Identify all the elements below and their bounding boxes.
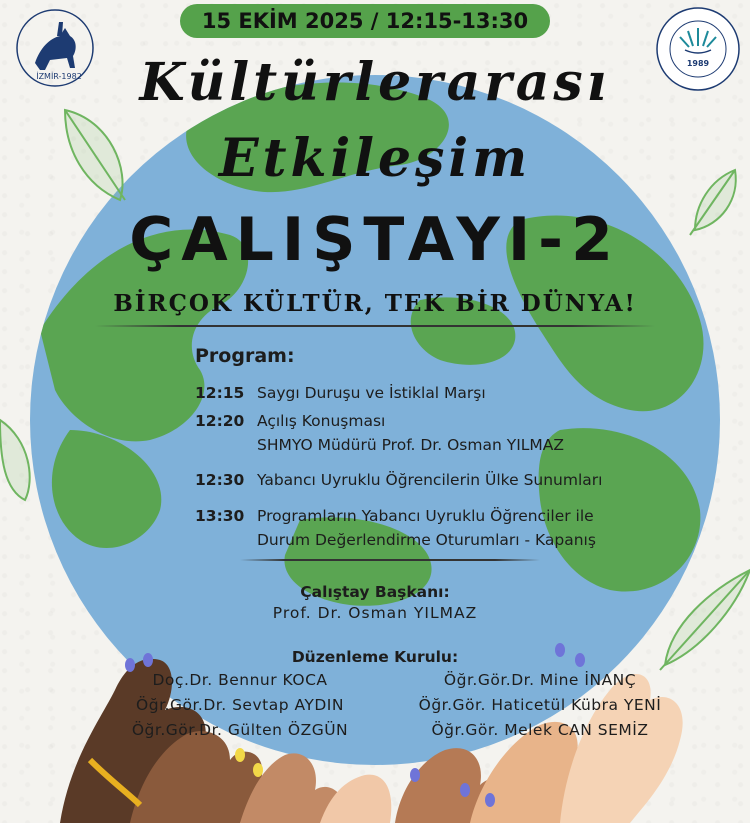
title-line-2: Etkileşim bbox=[218, 128, 532, 189]
title-line-1: Kültürlerarası bbox=[139, 52, 611, 113]
subtitle-slogan: BİRÇOK KÜLTÜR, TEK BİR DÜNYA! bbox=[113, 290, 637, 317]
program-time: 12:15 bbox=[195, 384, 245, 402]
committee-member: Öğr.Gör.Dr. Sevtap AYDIN bbox=[136, 696, 344, 714]
left-logo-year: İZMİR-1982 bbox=[36, 72, 82, 81]
program-item bbox=[195, 409, 657, 457]
program-item bbox=[195, 468, 657, 492]
committee-member: Öğr.Gör.Dr. Gülten ÖZGÜN bbox=[131, 721, 349, 739]
program-time: 13:30 bbox=[195, 507, 245, 525]
chair-label: Çalıştay Başkanı: bbox=[300, 583, 450, 601]
event-date-banner: 15 EKİM 2025 / 12:15-13:30 bbox=[180, 4, 550, 38]
committee-member: Doç.Dr. Bennur KOCA bbox=[152, 671, 328, 689]
committee-member: Öğr.Gör.Dr. Mine İNANÇ bbox=[443, 671, 637, 689]
program-desc: Durum Değerlendirme Oturumları - Kapanış bbox=[257, 531, 596, 549]
program-desc: Saygı Duruşu ve İstiklal Marşı bbox=[257, 384, 486, 402]
program-item bbox=[195, 504, 657, 552]
committee-label: Düzenleme Kurulu: bbox=[291, 648, 459, 666]
program-heading: Program: bbox=[195, 345, 295, 367]
committee-left-column bbox=[90, 668, 390, 743]
committee-member: Öğr.Gör. Melek CAN SEMİZ bbox=[431, 721, 649, 739]
chair-name: Prof. Dr. Osman YILMAZ bbox=[272, 604, 478, 622]
committee-right-column bbox=[390, 668, 690, 743]
divider-top bbox=[95, 325, 655, 327]
divider-bottom bbox=[240, 559, 540, 561]
program-desc: Yabancı Uyruklu Öğrencilerin Ülke Sunumları bbox=[257, 471, 603, 489]
program-time: 12:20 bbox=[195, 412, 245, 430]
committee-member: Öğr.Gör. Haticetül Kübra YENİ bbox=[418, 696, 662, 714]
program-desc: Programların Yabancı Uyruklu Öğrenciler ile bbox=[257, 507, 594, 525]
title-line-3: ÇALIŞTAYI-2 bbox=[129, 205, 621, 275]
program-desc: SHMYO Müdürü Prof. Dr. Osman YILMAZ bbox=[257, 436, 565, 454]
program-desc: Açılış Konuşması bbox=[257, 412, 386, 430]
program-item bbox=[195, 381, 657, 405]
program-time: 12:30 bbox=[195, 471, 245, 489]
right-logo-year: 1989 bbox=[686, 59, 710, 68]
